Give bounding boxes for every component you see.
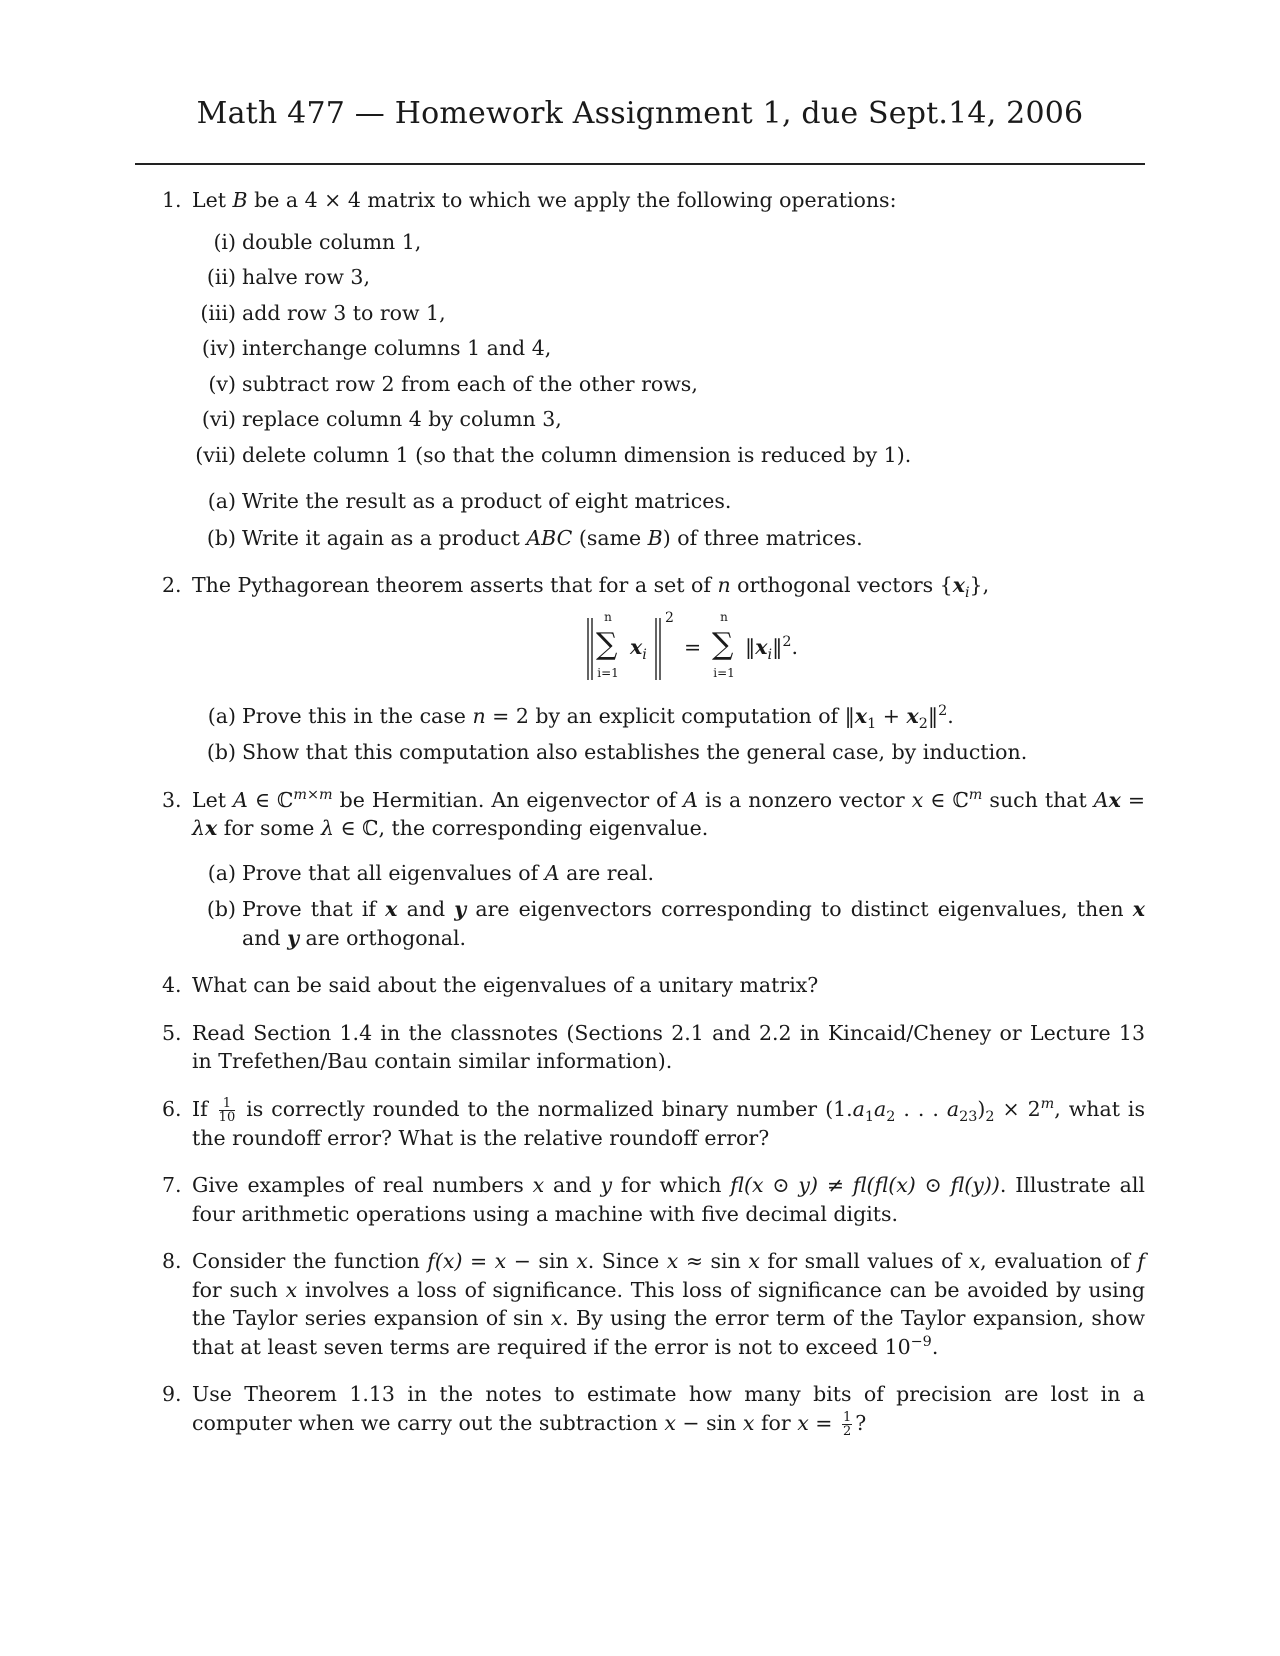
problem-number: 8. <box>162 1249 182 1273</box>
page-title <box>135 96 1145 131</box>
problem-5-text: Read Section 1.4 in the classnotes (Sections 2.1 and 2.2 in Kincaid/Cheney or Lecture 13 in Trefethen/Bau contain similar information). <box>192 1020 1145 1073</box>
operation-item: (iv) interchange columns 1 and 4, <box>201 336 552 360</box>
problem-number: 5. <box>162 1020 182 1045</box>
operation-item: (i) double column 1, <box>213 229 422 254</box>
title-dash: — <box>354 96 385 131</box>
operation-item: (iii) add row 3 to row 1, <box>200 300 446 325</box>
sum-upper-limit: n <box>720 609 728 624</box>
problem-1-parts <box>192 487 1145 552</box>
problem-number: 2. <box>162 573 182 597</box>
part-a: (a) Write the result as a product of eight matrices. <box>207 489 732 513</box>
problem-list <box>135 186 1145 1457</box>
operation-item: (v) subtract row 2 from each of the other rows, <box>208 371 698 396</box>
problem-number: 6. <box>162 1096 182 1121</box>
problem-9-text: Use Theorem 1.13 in the notes to estimate how many bits of precision are lost in a computer when we carry out the subtraction x − sin x for x = $\frac{1}{2}$ ? <box>192 1382 1145 1439</box>
summand: $x_i$ <box>630 634 647 663</box>
pythagorean-equation <box>192 610 1145 694</box>
problem-5 <box>135 1019 1145 1076</box>
problem-9 <box>135 1380 1145 1438</box>
problem-4 <box>135 971 1145 1000</box>
sigma-icon: ∑ <box>712 626 734 662</box>
problem-8-text: Consider the function f(x) = x − sin x. Since x ≈ sin x for small values of x, evaluation of f for such x involves a loss of significance. This loss of significance can be avoided by using the Taylor series expansion of sin x. By using the error term of the Taylor expansion, show that at least seven terms are required if the error is not to exceed $10^{-9}$. <box>192 1249 1146 1359</box>
problem-6 <box>135 1095 1145 1153</box>
problem-3 <box>135 786 1145 953</box>
part-a: (a) Prove this in the case n = 2 by an explicit computation of $‖x_1$ + $x_2‖^2$. <box>207 702 954 732</box>
part-b: (b) Prove that if x and y are eigenvectors corresponding to distinct eigenvalues, then x and y are orthogonal. <box>206 897 1145 950</box>
operations-list <box>192 228 1145 470</box>
part-b: (b) Show that this computation also establishes the general case, by induction. <box>206 740 1028 764</box>
problem-4-text: What can be said about the eigenvalues of a unitary matrix? <box>192 973 819 997</box>
problem-1-intro: Let B be a 4 × 4 matrix to which we apply the following operations: <box>192 188 897 212</box>
problem-7 <box>135 1171 1145 1228</box>
problem-2-parts <box>192 702 1145 767</box>
operation-item: (ii) halve row 3, <box>206 265 370 289</box>
norm-exponent: 2 <box>665 609 674 626</box>
course-code: Math 477 <box>196 96 346 131</box>
problem-3-parts <box>192 859 1145 953</box>
part-a: (a) Prove that all eigenvalues of A are real. <box>207 860 654 885</box>
title-rule <box>135 163 1145 165</box>
problem-number: 1. <box>162 188 182 212</box>
equals-sign: = <box>684 634 702 659</box>
problem-8 <box>135 1247 1145 1361</box>
sum-lower-limit: i=1 <box>713 665 735 680</box>
fraction: $\frac{1}{2}$ <box>843 1409 852 1439</box>
sigma-icon: ∑ <box>596 626 618 662</box>
problem-number: 9. <box>162 1382 182 1406</box>
assignment-title: Homework Assignment 1, due Sept.14, 2006 <box>394 96 1084 131</box>
rhs-term: $‖x_i‖^2$. <box>745 633 798 663</box>
problem-number: 3. <box>162 787 182 812</box>
operation-item: (vi) replace column 4 by column 3, <box>201 407 562 431</box>
operation-item: (vii) delete column 1 (so that the column dimension is reduced by 1). <box>195 442 912 467</box>
problem-number: 4. <box>162 973 182 997</box>
problem-7-text: Give examples of real numbers x and y for which fl(x ⊙ y) ≠ fl(fl(x) ⊙ fl(y)). Illustrate all four arithmetic operations using a machine with five decimal digits. <box>192 1173 1145 1226</box>
part-b: (b) Write it again as a product ABC (same B) of three matrices. <box>206 525 863 550</box>
problem-1 <box>135 186 1145 552</box>
fraction: $\frac{1}{10}$ <box>218 1095 236 1125</box>
problem-2 <box>135 571 1145 767</box>
problem-2-intro: The Pythagorean theorem asserts that for a set of n orthogonal vectors $\{x_i\}$, <box>192 573 990 602</box>
sum-upper-limit: n <box>604 609 612 624</box>
sum-lower-limit: i=1 <box>597 665 619 680</box>
problem-3-intro: Let A ∈ ℂ$^{m\times m}$ be Hermitian. An eigenvector of A is a nonzero vector x ∈ ℂ$^m$ such that Ax = λx for some λ ∈ ℂ, the corresponding eigenvalue. <box>192 786 1146 840</box>
problem-6-text: If $\frac{1}{10}$ is correctly rounded to the normalized binary number ($1.a_1a_2$ . . . $a_{23})_2 \times 2^m$, what is the roundoff error? What is the relative roundoff error? <box>192 1095 1145 1150</box>
problem-number: 7. <box>162 1173 182 1197</box>
